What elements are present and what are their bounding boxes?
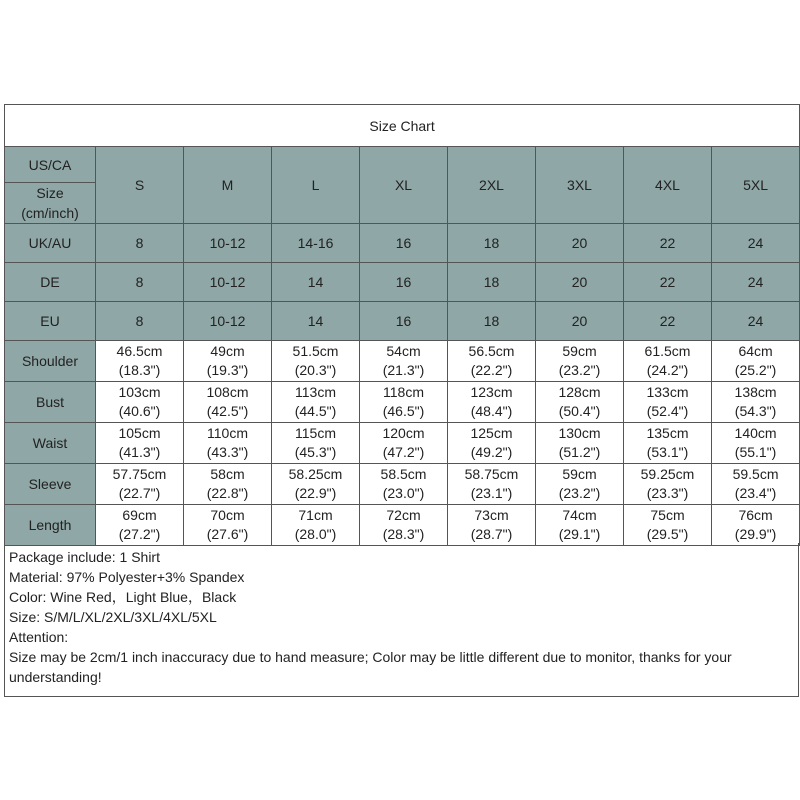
measure-cell: 72cm (28.3") [360,505,448,546]
region-size-cell: 14 [272,263,360,302]
region-size-cell: 24 [712,224,800,263]
measure-cell: 135cm (53.1") [624,423,712,464]
size-chart [4,104,799,546]
measure-cell: 108cm (42.5") [184,382,272,423]
measure-row [5,505,800,546]
region-size-cell: 10-12 [184,224,272,263]
measure-row [5,423,800,464]
size-header: S [96,147,184,224]
region-row [5,263,800,302]
measure-cell: 46.5cm (18.3") [96,341,184,382]
size-header: 4XL [624,147,712,224]
measure-label: Shoulder [5,341,96,382]
measure-cell: 58.75cm (23.1") [448,464,536,505]
measure-cell: 140cm (55.1") [712,423,800,464]
measure-cell: 125cm (49.2") [448,423,536,464]
region-size-cell: 22 [624,224,712,263]
measure-cell: 73cm (28.7") [448,505,536,546]
measure-label: Waist [5,423,96,464]
product-notes [4,543,799,697]
size-unit-label: Size (cm/inch) [5,183,96,224]
region-size-cell: 8 [96,263,184,302]
measure-cell: 59.25cm (23.3") [624,464,712,505]
measure-cell: 58.25cm (22.9") [272,464,360,505]
note-line: Attention: [9,629,69,645]
measure-label: Length [5,505,96,546]
region-size-cell: 24 [712,263,800,302]
chart-title: Size Chart [5,105,800,147]
measure-cell: 113cm (44.5") [272,382,360,423]
measure-cell: 58.5cm (23.0") [360,464,448,505]
region-size-cell: 18 [448,263,536,302]
measure-cell: 58cm (22.8") [184,464,272,505]
size-header: 2XL [448,147,536,224]
region-size-cell: 20 [536,263,624,302]
region-row [5,224,800,263]
measure-cell: 59.5cm (23.4") [712,464,800,505]
measure-cell: 115cm (45.3") [272,423,360,464]
measure-cell: 130cm (51.2") [536,423,624,464]
size-chart-table [4,104,800,546]
size-header: L [272,147,360,224]
region-size-cell: 16 [360,224,448,263]
measure-cell: 49cm (19.3") [184,341,272,382]
measure-cell: 51.5cm (20.3") [272,341,360,382]
measure-cell: 57.75cm (22.7") [96,464,184,505]
measure-cell: 105cm (41.3") [96,423,184,464]
region-size-cell: 20 [536,224,624,263]
measure-cell: 76cm (29.9") [712,505,800,546]
note-line: Color: Wine Red，Light Blue，Black [9,589,237,605]
measure-cell: 59cm (23.2") [536,464,624,505]
measure-cell: 75cm (29.5") [624,505,712,546]
note-line: Size: S/M/L/XL/2XL/3XL/4XL/5XL [9,609,217,625]
measure-cell: 59cm (23.2") [536,341,624,382]
region-size-cell: 8 [96,224,184,263]
size-header: XL [360,147,448,224]
region-size-cell: 22 [624,263,712,302]
measure-cell: 110cm (43.3") [184,423,272,464]
note-line: Material: 97% Polyester+3% Spandex [9,569,245,585]
measure-cell: 120cm (47.2") [360,423,448,464]
us-ca-label: US/CA [5,147,96,183]
measure-cell: 74cm (29.1") [536,505,624,546]
region-size-cell: 18 [448,302,536,341]
region-label: EU [5,302,96,341]
measure-cell: 138cm (54.3") [712,382,800,423]
region-size-cell: 24 [712,302,800,341]
region-size-cell: 16 [360,302,448,341]
region-size-cell: 8 [96,302,184,341]
measure-cell: 54cm (21.3") [360,341,448,382]
size-header: 5XL [712,147,800,224]
measure-cell: 56.5cm (22.2") [448,341,536,382]
measure-row [5,341,800,382]
measure-cell: 64cm (25.2") [712,341,800,382]
note-line: Size may be 2cm/1 inch inaccuracy due to hand measure; Color may be little different due to monitor, thanks for your understanding! [9,649,732,685]
measure-cell: 123cm (48.4") [448,382,536,423]
region-size-cell: 14 [272,302,360,341]
region-size-cell: 18 [448,224,536,263]
measure-cell: 61.5cm (24.2") [624,341,712,382]
measure-cell: 70cm (27.6") [184,505,272,546]
region-size-cell: 22 [624,302,712,341]
measure-row [5,382,800,423]
measure-cell: 133cm (52.4") [624,382,712,423]
measure-cell: 103cm (40.6") [96,382,184,423]
measure-cell: 69cm (27.2") [96,505,184,546]
region-row [5,302,800,341]
region-size-cell: 14-16 [272,224,360,263]
measure-cell: 128cm (50.4") [536,382,624,423]
measure-label: Bust [5,382,96,423]
measure-cell: 71cm (28.0") [272,505,360,546]
measure-label: Sleeve [5,464,96,505]
size-header: 3XL [536,147,624,224]
region-size-cell: 10-12 [184,302,272,341]
region-size-cell: 10-12 [184,263,272,302]
measure-cell: 118cm (46.5") [360,382,448,423]
region-size-cell: 16 [360,263,448,302]
region-size-cell: 20 [536,302,624,341]
region-label: UK/AU [5,224,96,263]
size-header: M [184,147,272,224]
region-label: DE [5,263,96,302]
measure-row [5,464,800,505]
note-line: Package include: 1 Shirt [9,549,160,565]
